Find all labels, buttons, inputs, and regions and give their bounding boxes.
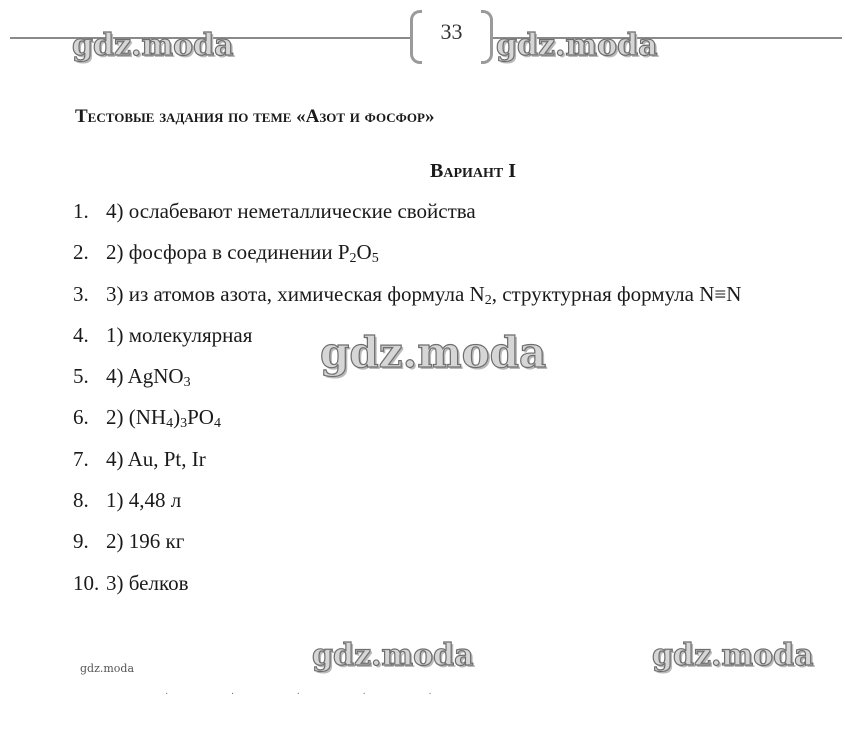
answer-text — [106, 282, 741, 323]
answer-text-part: 2) 196 кг — [106, 529, 185, 554]
answer-text-part: 1) молекулярная — [106, 322, 253, 347]
section-title: Тестовые задания по теме «Азот и фосфор» — [75, 106, 435, 127]
variant-title: Вариант I — [430, 160, 517, 182]
answer-text — [106, 529, 184, 570]
answer-number: 9. — [73, 529, 89, 554]
subscript: 2 — [484, 292, 492, 308]
answer-text — [106, 405, 221, 446]
watermark-center: gdz.moda — [320, 328, 547, 377]
answer-text-part: 4) Au, Pt, Ir — [106, 446, 206, 471]
answer-text-part: 1) 4,48 л — [106, 488, 182, 513]
answer-item — [73, 240, 741, 281]
answer-text-part: PO — [187, 405, 214, 430]
answer-number: 8. — [73, 488, 89, 513]
watermark-top-left: gdz.moda — [72, 28, 234, 63]
answer-text — [106, 488, 181, 529]
scan-specks: · · · · · — [165, 689, 462, 700]
answer-item — [73, 405, 741, 446]
watermark-bottom-center: gdz.moda — [312, 638, 474, 673]
answer-item — [73, 571, 741, 612]
answer-number: 7. — [73, 446, 89, 471]
answer-item — [73, 529, 741, 570]
answer-text-part: 2) (NH — [106, 405, 167, 430]
subscript: 2 — [349, 251, 357, 267]
answer-item — [73, 488, 741, 529]
watermark-top-right: gdz.moda — [496, 28, 658, 63]
answer-text-part: , структурная формула N≡N — [491, 281, 742, 306]
answer-text — [106, 364, 191, 405]
answer-text-part: 3) из атомов азота, химическая формула N — [106, 281, 485, 306]
answer-list — [73, 199, 741, 612]
answer-text — [106, 571, 189, 612]
answer-text — [106, 323, 252, 364]
subscript: 5 — [371, 251, 379, 267]
answer-text — [106, 447, 206, 488]
page-number: 33 — [440, 19, 463, 44]
answer-number: 3. — [73, 281, 89, 306]
answer-item — [73, 199, 741, 240]
answer-text-part: 4) ослабевают неметаллические свойства — [106, 199, 476, 223]
answer-text-part: 4) AgNO — [106, 364, 184, 389]
page-number-bracket-left — [410, 10, 422, 64]
answer-number: 2. — [73, 240, 89, 265]
answer-text — [106, 240, 379, 281]
subscript: 3 — [183, 375, 191, 391]
answer-item — [73, 282, 741, 323]
answer-text-part: ) — [173, 405, 181, 430]
watermark-small: gdz.moda — [80, 662, 135, 675]
answer-text-part: 2) фосфора в соединении P — [106, 240, 350, 265]
subscript: 3 — [180, 416, 188, 432]
answer-item — [73, 447, 741, 488]
subscript: 4 — [166, 416, 174, 432]
subscript: 4 — [213, 416, 221, 432]
page-number-bracket-right — [481, 10, 493, 64]
watermark-bottom-right: gdz.moda — [652, 638, 814, 673]
answer-text — [106, 199, 476, 240]
answer-number: 5. — [73, 364, 89, 389]
answer-number: 4. — [73, 322, 89, 347]
answer-number: 1. — [73, 199, 89, 223]
answer-text-part: 3) белков — [106, 570, 189, 595]
answer-number: 10. — [73, 570, 100, 595]
answer-number: 6. — [73, 405, 89, 430]
answer-text-part: O — [356, 240, 372, 265]
